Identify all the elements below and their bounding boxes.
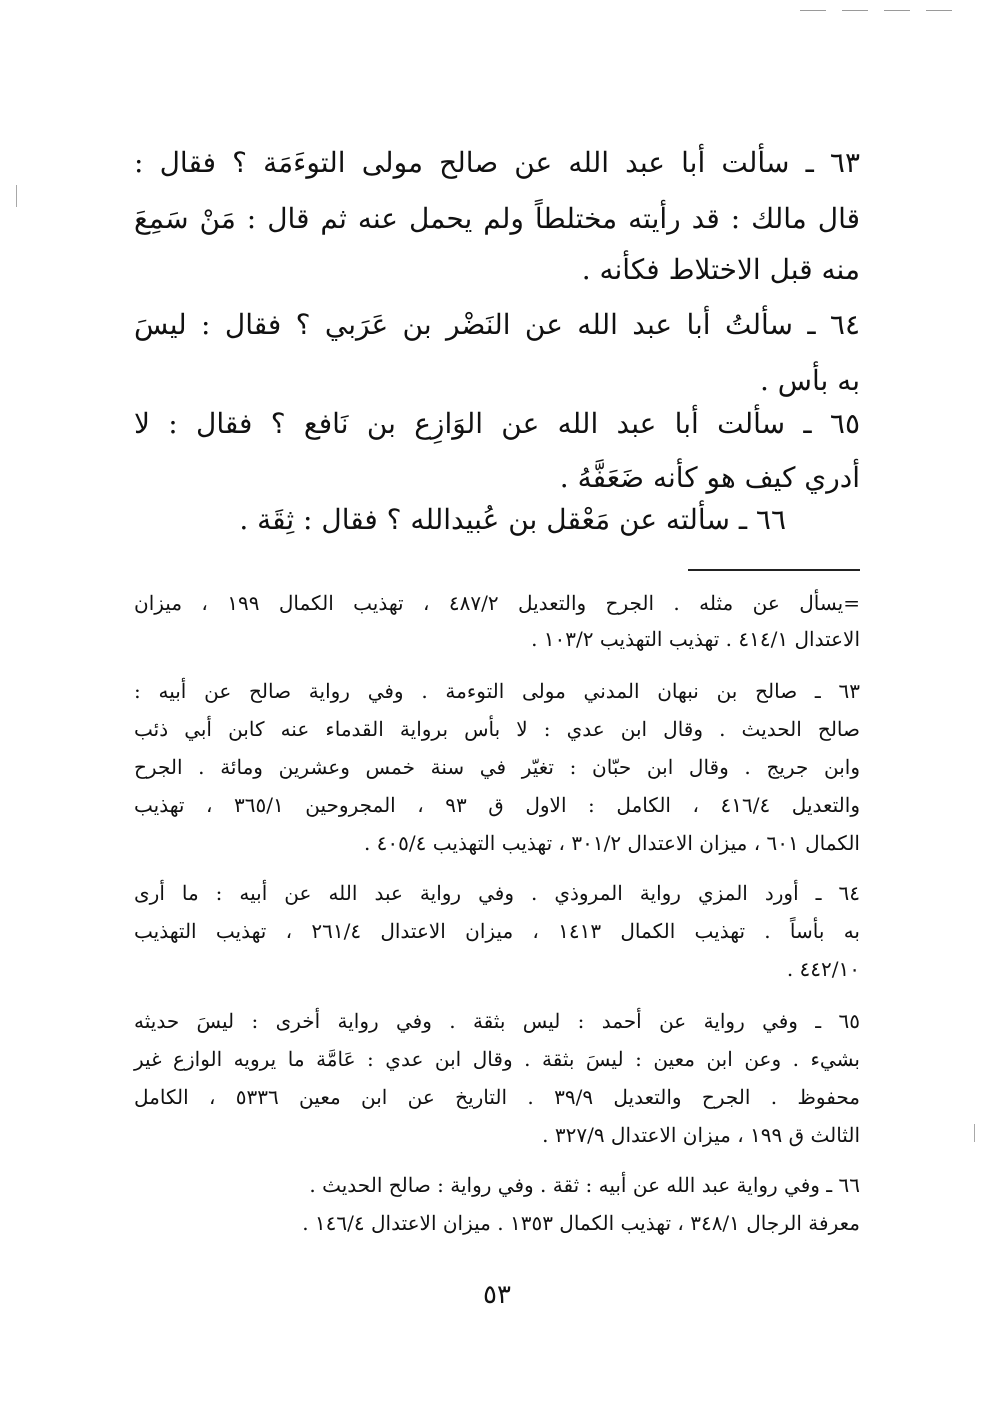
footnote-line: محفوظ . الجرح والتعديل ٣٩/٩ . التاريخ عن ابن معين ٥٣٣٦ ، الكامل: [134, 1085, 860, 1109]
footnote-line: ٦٥ ـ وفي رواية عن أحمد : ليس بثقة . وفي رواية أخرى : ليسَ حديثه: [134, 1009, 860, 1033]
scan-edge-mark: [884, 10, 910, 11]
footnote-line: به بأساً . تهذيب الكمال ١٤١٣ ، ميزان الاعتدال ٢٦١/٤ ، تهذيب التهذيب: [134, 919, 860, 943]
footnote-line: معرفة الرجال ٣٤٨/١ ، تهذيب الكمال ١٣٥٣ . ميزان الاعتدال ١٤٦/٤ .: [302, 1211, 860, 1235]
main-text-line: ٦٣ ـ سألت أبا عبد الله عن صالح مولى التوءَمَة ؟ فقال :: [134, 146, 860, 179]
footnote-line: ٦٣ ـ صالح بن نبهان المدني مولى التوءمة . وفي رواية صالح عن أبيه :: [134, 679, 860, 703]
footnote-line: ٦٦ ـ وفي رواية عبد الله عن أبيه : ثقة . وفي رواية : صالح الحديث .: [309, 1173, 860, 1197]
scan-margin-mark: [16, 185, 17, 207]
scan-edge-mark: [800, 10, 826, 11]
footnote-line: الكمال ٦٠١ ، ميزان الاعتدال ٣٠١/٢ ، تهذيب التهذيب ٤٠٥/٤ .: [363, 831, 860, 855]
footnote-line: صالح الحديث . وقال ابن عدي : لا بأس برواية القدماء عنه كابن أبي ذئب: [134, 717, 860, 741]
footnote-line: والتعديل ٤١٦/٤ ، الكامل : الاول ق ٩٣ ، المجروحين ٣٦٥/١ ، تهذيب: [134, 793, 860, 817]
main-text-line: منه قبل الاختلاط فكأنه .: [581, 253, 860, 286]
main-text-line: ٦٤ ـ سألتُ أبا عبد الله عن النَضْر بن عَرَبي ؟ فقال : ليسَ: [134, 308, 860, 341]
footnote-line: الثالث ق ١٩٩ ، ميزان الاعتدال ٣٢٧/٩ .: [542, 1123, 860, 1147]
footnote-line: ٦٤ ـ أورد المزي رواية المروذي . وفي رواية عبد الله عن أبيه : ما أرى: [134, 881, 860, 905]
footnote-line: =يسأل عن مثله . الجرح والتعديل ٤٨٧/٢ ، تهذيب الكمال ١٩٩ ، ميزان: [134, 591, 860, 615]
footnote-line: الاعتدال ٤١٤/١ . تهذيب التهذيب ١٠٣/٢ .: [531, 627, 860, 651]
footnote-line: وابن جريج . وقال ابن حبّان : تغيّر في سنة خمس وعشرين ومائة . الجرح: [134, 755, 860, 779]
main-text-line: قال مالك : قد رأيته مختلطاً ولم يحمل عنه ثم قال : مَنْ سَمِعَ: [134, 202, 860, 235]
main-text-line: أدري كيف هو كأنه ضَعَفَّهُ .: [559, 461, 860, 494]
footnote-line: بشيء . وعن ابن معين : ليسَ بثقة . وقال ابن عدي : عَامَّة ما يرويه الوازع غير: [134, 1047, 861, 1071]
footnote-line: ٤٤٢/١٠ .: [786, 957, 860, 981]
main-text-line: به بأس .: [759, 364, 860, 397]
scan-edge-mark: [842, 10, 868, 11]
scan-edge-mark: [926, 10, 952, 11]
footnote-separator: [688, 569, 860, 571]
scan-margin-mark: [974, 1124, 975, 1142]
main-text-line: ٦٦ ـ سألته عن مَعْقل بن عُبيدالله ؟ فقال : ثِقَة .: [239, 503, 786, 536]
main-text-line: ٦٥ ـ سألت أبا عبد الله عن الوَازِع بن نَافع ؟ فقال : لا: [134, 407, 860, 440]
page-number: ٥٣: [483, 1280, 511, 1310]
